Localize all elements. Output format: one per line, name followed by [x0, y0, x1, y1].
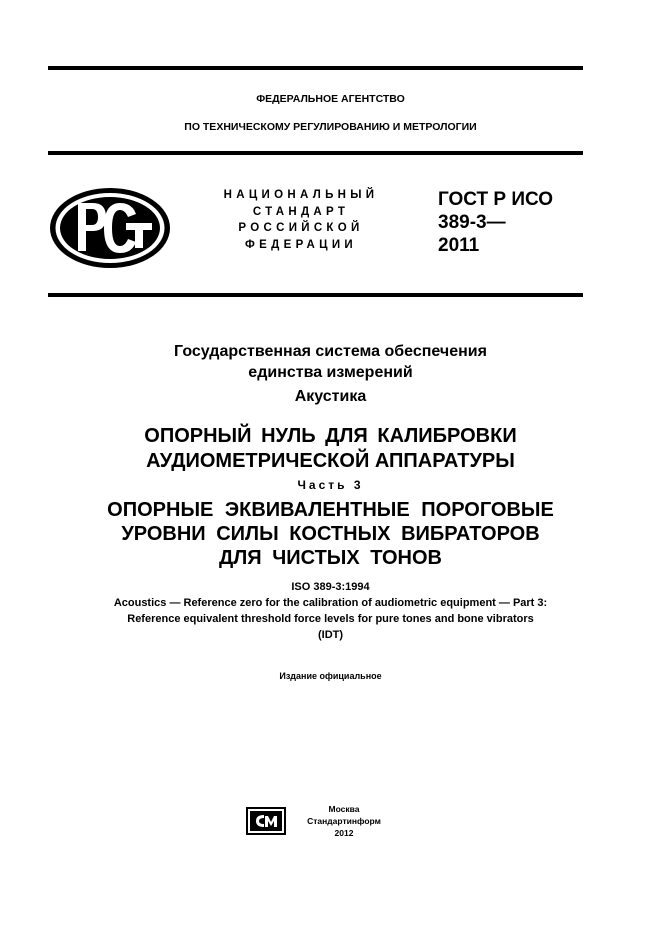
part-label: Часть 3 — [297, 478, 364, 492]
national-line: НАЦИОНАЛЬНЫЙ — [223, 189, 379, 201]
header-rule — [48, 151, 583, 155]
gost-line2: 389-3— — [438, 212, 506, 233]
publisher-city: Москва — [328, 804, 360, 814]
part-title-line2: УРОВНИ СИЛЫ КОСТНЫХ ВИБРАТОРОВ — [121, 523, 540, 545]
publisher-info — [294, 803, 394, 839]
part-title-line1: ОПОРНЫЕ ЭКВИВАЛЕНТНЫЕ ПОРОГОВЫЕ — [107, 499, 554, 521]
acoustics-heading: Акустика — [294, 388, 367, 405]
standartinform-logo-icon — [246, 807, 286, 835]
standard-designation — [438, 188, 553, 257]
gost-line3: 2011 — [438, 235, 480, 256]
main-title-line1: ОПОРНЫЙ НУЛЬ ДЛЯ КАЛИБРОВКИ — [144, 425, 517, 447]
rst-certification-logo-icon — [48, 186, 172, 270]
part-title-line3: ДЛЯ ЧИСТЫХ ТОНОВ — [219, 547, 442, 569]
idt-label: (IDT) — [317, 629, 344, 641]
national-line: ФЕДЕРАЦИИ — [245, 238, 357, 251]
official-edition-label: Издание официальное — [279, 671, 382, 681]
gost-line1: ГОСТ Р ИСО — [438, 189, 554, 210]
publisher-year: 2012 — [334, 828, 354, 838]
top-rule — [48, 66, 583, 70]
publisher-name: Стандартинформ — [307, 816, 381, 826]
national-standard-label — [198, 187, 404, 253]
english-title-line1: Acoustics — Reference zero for the calibration of audiometric equipment — Part 3: — [113, 597, 548, 609]
english-title-line2: Reference equivalent threshold force levels for pure tones and bone vibrators — [127, 613, 534, 625]
system-title-line2: единства измерений — [248, 364, 413, 381]
system-title-line1: Государственная система обеспечения — [174, 343, 487, 360]
national-line: СТАНДАРТ — [252, 205, 350, 218]
main-title-line2: АУДИОМЕТРИЧЕСКОЙ АППАРАТУРЫ — [146, 450, 515, 472]
agency-name-line2: ПО ТЕХНИЧЕСКОМУ РЕГУЛИРОВАНИЮ И МЕТРОЛОГИИ — [184, 121, 477, 133]
agency-name-line1: ФЕДЕРАЛЬНОЕ АГЕНТСТВО — [256, 93, 405, 105]
standard-block-rule — [48, 293, 583, 297]
iso-reference: ISO 389-3:1994 — [291, 581, 370, 593]
national-line: РОССИЙСКОЙ — [238, 222, 364, 234]
